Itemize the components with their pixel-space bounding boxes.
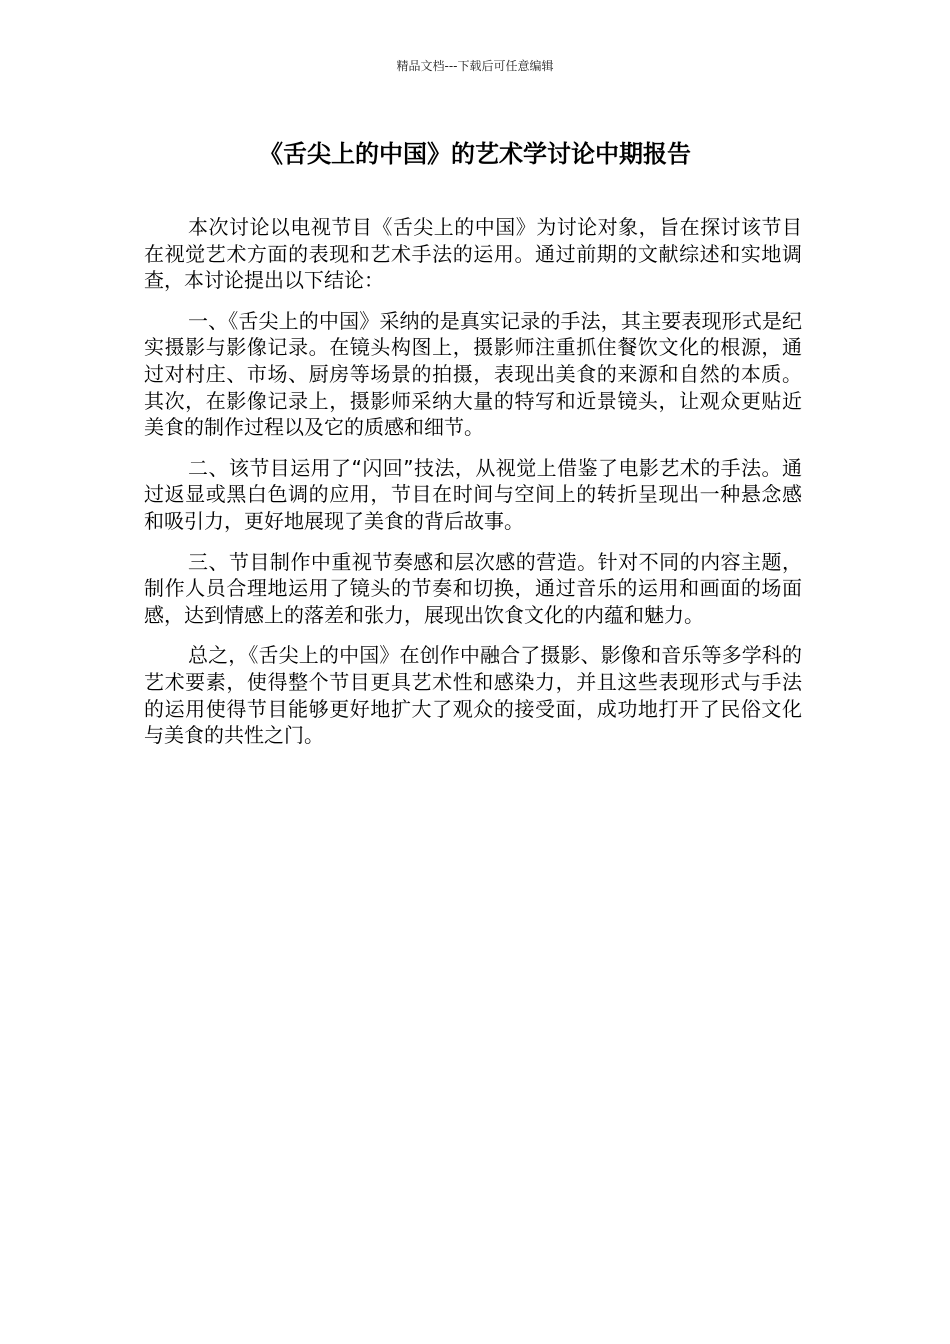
paragraph-point-three: 三、节目制作中重视节奏感和层次感的营造。针对不同的内容主题，制作人员合理地运用了镜头的节奏和切换，通过音乐的运用和画面的场面感，达到情感上的落差和张力，展现出饮食文化的内蕴和魅力。 <box>144 549 802 627</box>
document-body <box>144 214 802 763</box>
paragraph-point-two: 二、该节目运用了“闪回”技法，从视觉上借鉴了电影艺术的手法。通过返显或黑白色调的应用，节目在时间与空间上的转折呈现出一种悬念感和吸引力，更好地展现了美食的背后故事。 <box>144 455 802 533</box>
paragraph-intro: 本次讨论以电视节目《舌尖上的中国》为讨论对象，旨在探讨该节目在视觉艺术方面的表现和艺术手法的运用。通过前期的文献综述和实地调查，本讨论提出以下结论： <box>144 215 802 293</box>
header-note: 精品文档---下载后可任意编辑 <box>396 59 554 73</box>
document-title: 《舌尖上的中国》的艺术学讨论中期报告 <box>259 140 691 168</box>
paragraph-conclusion: 总之，《舌尖上的中国》在创作中融合了摄影、影像和音乐等多学科的艺术要素，使得整个节目更具艺术性和感染力，并且这些表现形式与手法的运用使得节目能够更好地扩大了观众的接受面，成功地打开了民俗文化与美食的共性之门。 <box>144 643 802 748</box>
paragraph-point-one: 一、《舌尖上的中国》采纳的是真实记录的手法，其主要表现形式是纪实摄影与影像记录。在镜头构图上，摄影师注重抓住餐饮文化的根源，通过对村庄、市场、厨房等场景的拍摄，表现出美食的来源和自然的本质。其次，在影像记录上，摄影师采纳大量的特写和近景镜头，让观众更贴近美食的制作过程以及它的质感和细节。 <box>144 308 802 440</box>
